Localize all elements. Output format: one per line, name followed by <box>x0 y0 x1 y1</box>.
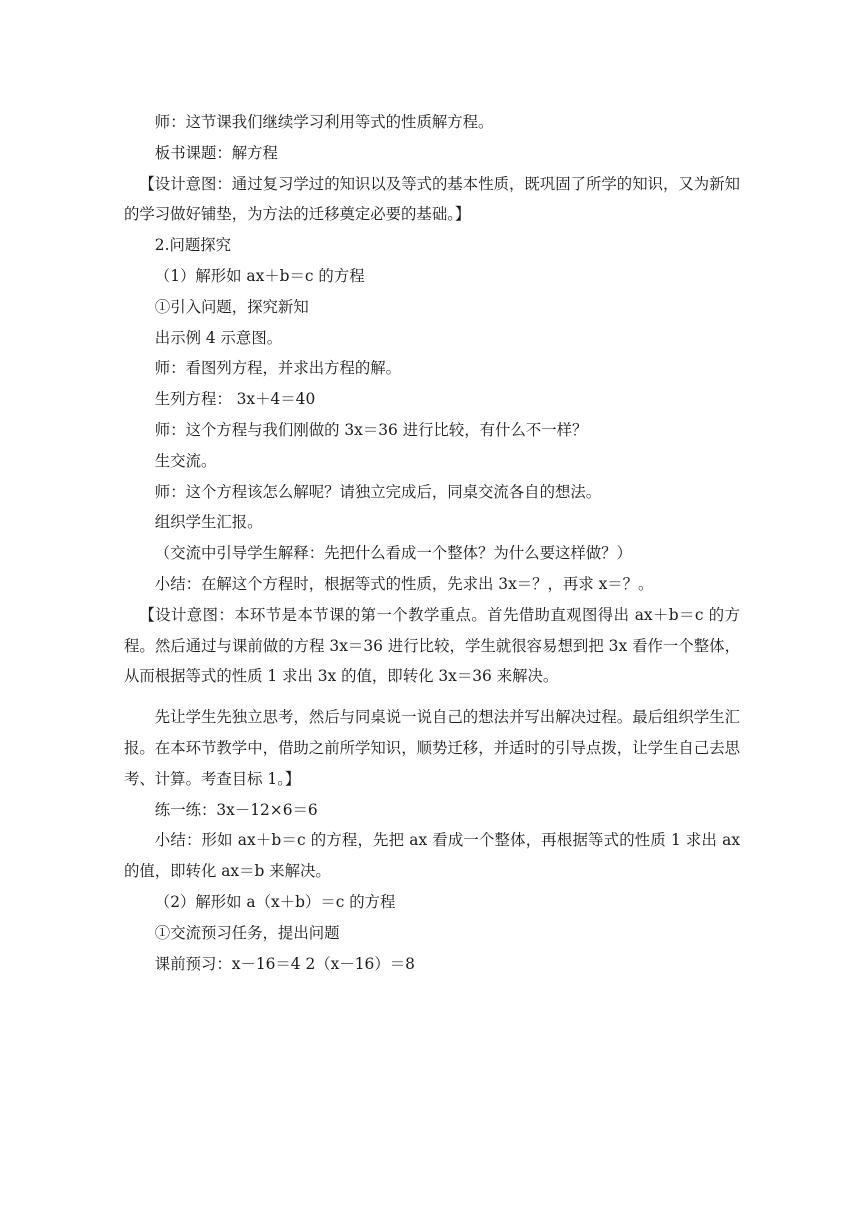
paragraph: 课前预习：x－16＝4 2（x－16）＝8 <box>154 954 415 973</box>
paragraph: （交流中引导学生解释：先把什么看成一个整体？为什么要这样做？） <box>154 544 632 563</box>
paragraph: 生交流。 <box>154 451 217 470</box>
paragraph: 出示例 4 示意图。 <box>154 328 283 347</box>
section-heading: 2.问题探究 <box>154 236 232 255</box>
paragraph: ①交流预习任务，提出问题 <box>154 923 340 942</box>
spacer <box>124 692 740 702</box>
paragraph: 小结：形如 ax＋b＝c 的方程，先把 ax 看成一个整体，再根据等式的性质 1 求出 ax 的值，即转化 ax＝b 来解决。 <box>124 831 740 881</box>
design-intent-paragraph: 【设计意图：本环节是本节课的第一个教学重点。首先借助直观图得出 ax＋b＝c 的方程。然后通过与课前做的方程 3x＝36 进行比较，学生就很容易想到把 3x 看作一个整体，从而根据等式的性质 1 求出 3x 的值，即转化 3x＝36 来解决。 <box>124 605 740 686</box>
design-intent-paragraph: 【设计意图：通过复习学过的知识以及等式的基本性质，既巩固了所学的知识，又为新知的学习做好铺垫，为方法的迁移奠定必要的基础。】 <box>124 174 740 224</box>
paragraph: 师：这个方程与我们刚做的 3x＝36 进行比较，有什么不一样？ <box>154 420 588 439</box>
paragraph: 组织学生汇报。 <box>154 513 263 532</box>
subsection-heading: （1）解形如 ax＋b＝c 的方程 <box>154 266 365 285</box>
paragraph: ①引入问题，探究新知 <box>154 297 309 316</box>
paragraph: 师：这个方程该怎么解呢？请独立完成后，同桌交流各自的想法。 <box>154 482 602 501</box>
paragraph: 小结：在解这个方程时，根据等式的性质，先求出 3x＝？，再求 x＝？。 <box>154 574 654 593</box>
paragraph: 先让学生先独立思考，然后与同桌说一说自己的想法并写出解决过程。最后组织学生汇报。在本环节教学中，借助之前所学知识，顺势迁移，并适时的引导点拨，让学生自己去思考、计算。考查目标 1。】 <box>124 708 740 788</box>
subsection-heading: （2）解形如 a（x＋b）＝c 的方程 <box>154 892 396 911</box>
paragraph: 练一练：3x－12×6＝6 <box>154 800 318 819</box>
lesson-text <box>124 107 740 979</box>
paragraph: 生列方程： 3x＋4＝40 <box>154 390 316 409</box>
paragraph: 板书课题：解方程 <box>154 143 278 162</box>
paragraph: 师：看图列方程，并求出方程的解。 <box>154 359 402 378</box>
paragraph: 师：这节课我们继续学习利用等式的性质解方程。 <box>154 113 494 131</box>
